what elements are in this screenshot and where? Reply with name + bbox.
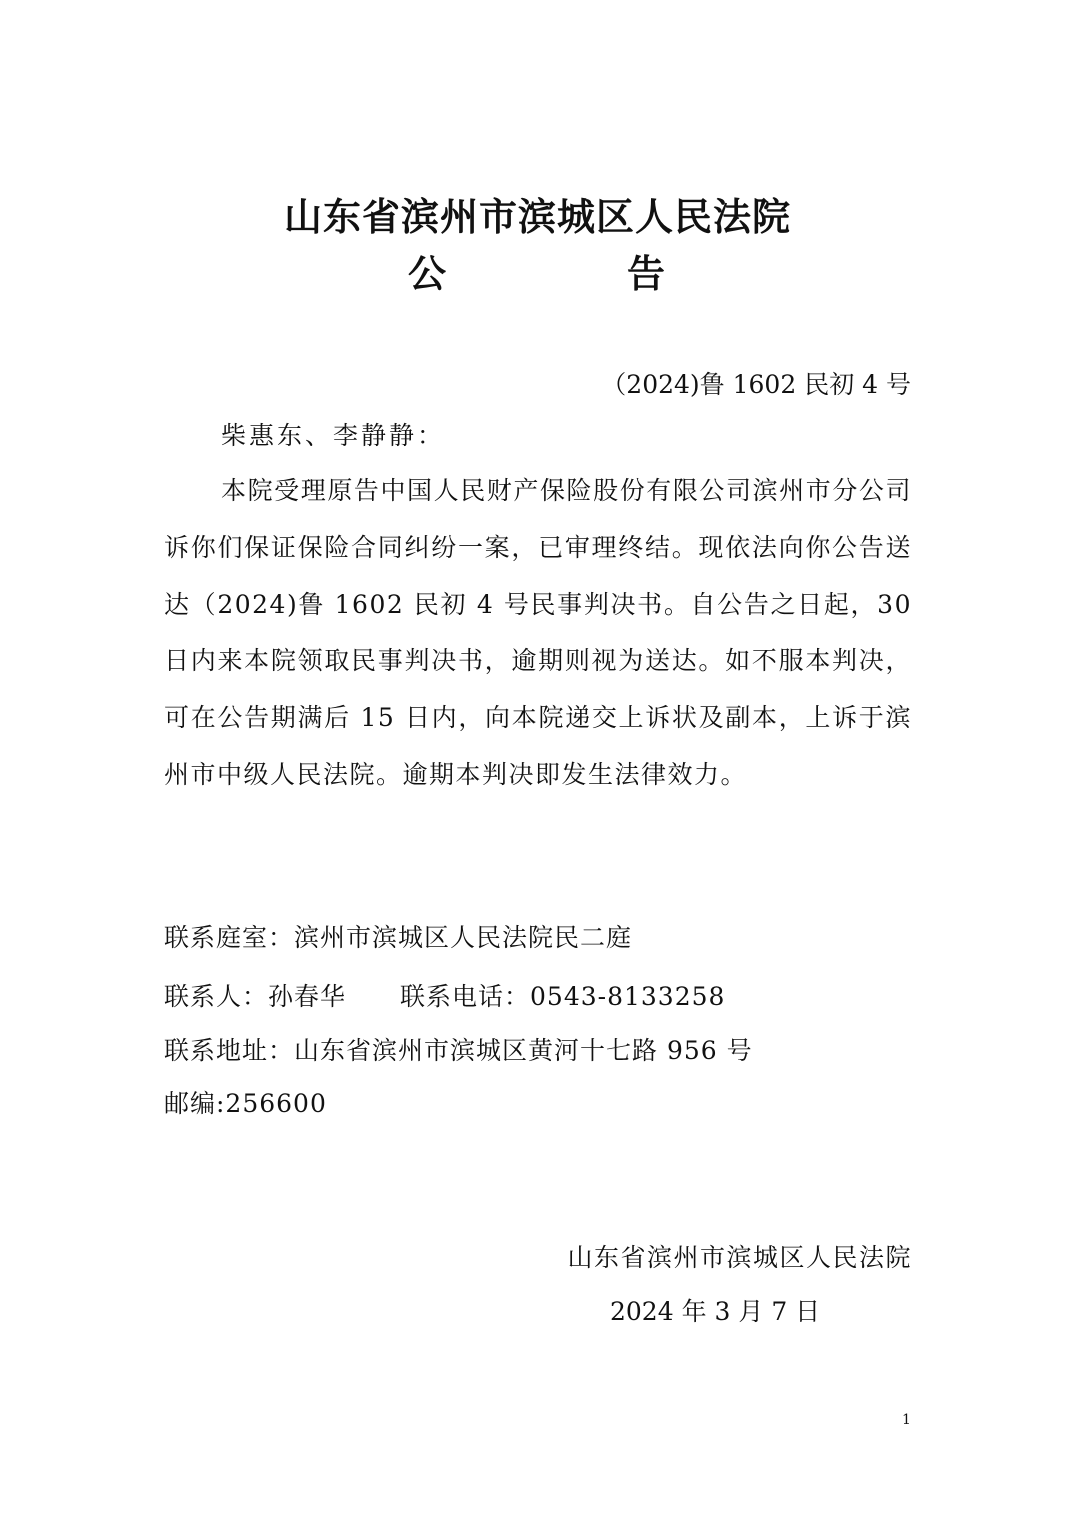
document-type-char-2: 告 [627,251,666,296]
postcode: 邮编:256600 [164,1089,327,1118]
addressee: 柴惠东、李静静： [221,421,446,450]
page-number: 1 [902,1412,911,1428]
signature-court: 山东省滨州市滨城区人民法院 [567,1243,912,1272]
contact-address: 联系地址：山东省滨州市滨城区黄河十七路 956 号 [164,1036,753,1065]
contact-person: 联系人：孙春华 [164,982,347,1011]
notice-body: 本院受理原告中国人民财产保险股份有限公司滨州市分公司诉你们保证保险合同纠纷一案，已审理终结。现依法向你公告送达（2024)鲁 1602 民初 4 号民事判决书。自公告之日起，30 日内来本院领取民事判决书，逾期则视为送达。如不服本判决，可在公告期满后 15 日内，向本院递交上诉状及副本，上诉于滨州市中级人民法院。逾期本判决即发生法律效力。 [164,476,912,789]
contact-person-line [164,977,725,1017]
contact-phone: 联系电话：0543-8133258 [400,982,726,1011]
document-type-char-1: 公 [408,251,447,296]
contact-office: 联系庭室：滨州市滨城区人民法院民二庭 [164,923,633,952]
court-title: 山东省滨州市滨城区人民法院 [283,194,791,239]
signature-date: 2024 年 3 月 7 日 [610,1297,821,1326]
case-number: （2024)鲁 1602 民初 4 号 [601,370,911,399]
document-type-heading [0,246,1075,302]
